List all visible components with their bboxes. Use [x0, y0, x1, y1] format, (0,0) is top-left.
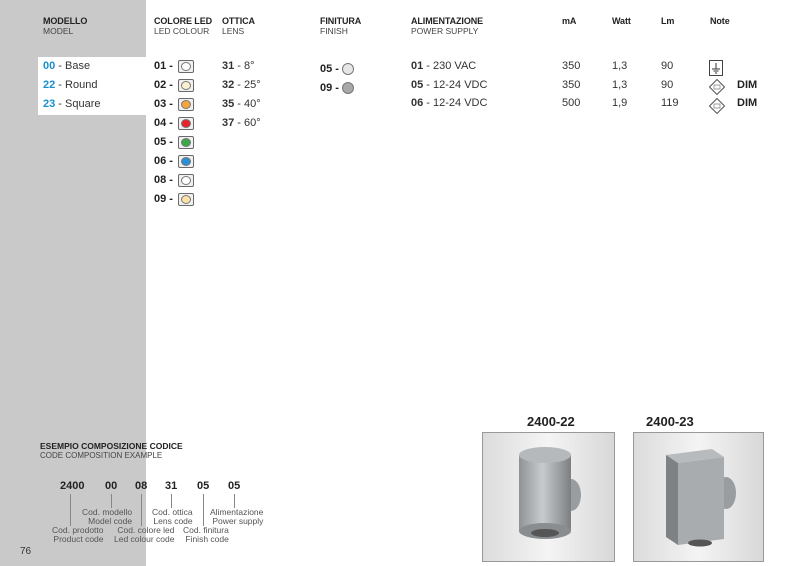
supply-code: 05: [411, 79, 424, 91]
label-it: Alimentazione: [210, 507, 264, 517]
lens-value: - 25°: [234, 79, 261, 91]
label-en: Product code: [53, 534, 104, 544]
supply-lm: 90: [661, 60, 674, 72]
finish-header-it: FINITURA: [320, 16, 362, 26]
led-colour-header: [154, 16, 212, 36]
led-colour-code: 01 -: [154, 60, 173, 72]
supply-ma: 350: [562, 60, 581, 72]
led-swatch: [178, 117, 194, 130]
product-title-square: 2400-23: [646, 414, 694, 429]
connector-line: [70, 494, 71, 526]
code-label-model: [82, 508, 132, 526]
led-swatch: [178, 98, 194, 111]
led-dot-icon: [181, 100, 191, 109]
led-swatch: [178, 136, 194, 149]
led-colour-code: 06 -: [154, 155, 173, 167]
dim-badge: DIM: [737, 97, 758, 109]
lens-code: 32: [222, 79, 235, 91]
lens-value: - 8°: [234, 60, 255, 72]
led-swatch: [178, 155, 194, 168]
product-image-round: [482, 432, 615, 562]
connector-line: [203, 494, 204, 526]
supply-ma: 350: [562, 79, 581, 91]
label-it: Cod. colore led: [117, 525, 175, 535]
model-name: - Square: [55, 98, 101, 110]
product-image-square: [633, 432, 764, 562]
supply-value: - 12-24 VDC: [423, 79, 488, 91]
supply-watt: 1,9: [612, 97, 628, 109]
earth-symbol-icon: [709, 60, 723, 81]
supply-row: [411, 60, 476, 72]
supply-value: - 230 VAC: [423, 60, 477, 72]
finish-swatch-icon: [342, 82, 354, 94]
code-label-finish: [183, 526, 229, 544]
led-colour-code: 04 -: [154, 117, 173, 129]
led-colour-header-it: COLORE LED: [154, 16, 213, 26]
finish-header-en: FINISH: [320, 26, 348, 36]
supply-value: - 12-24 VDC: [423, 97, 488, 109]
supply-watt: 1,3: [612, 79, 628, 91]
finish-swatch-icon: [342, 63, 354, 75]
supply-ma: 500: [562, 97, 581, 109]
finish-code: 09 -: [320, 82, 339, 94]
supply-header-en: POWER SUPPLY: [411, 26, 479, 36]
label-it: Cod. ottica: [152, 507, 193, 517]
model-code: 00: [43, 60, 56, 72]
code-example-title: ESEMPIO COMPOSIZIONE CODICE: [40, 441, 183, 451]
ma-header: mA: [562, 16, 577, 26]
led-dot-icon: [181, 119, 191, 128]
led-colour-code: 03 -: [154, 98, 173, 110]
connector-line: [171, 494, 172, 508]
lens-row: [222, 117, 261, 129]
led-dot-icon: [181, 176, 191, 185]
supply-code: 06: [411, 97, 424, 109]
lens-header-it: OTTICA: [222, 16, 255, 26]
code-product: 2400: [60, 480, 85, 492]
driver-diamond-icon: [709, 79, 725, 100]
supply-row: [411, 79, 487, 91]
supply-lm: 119: [661, 97, 679, 109]
supply-lm: 90: [661, 79, 674, 91]
dim-badge: DIM: [737, 79, 758, 91]
code-example-heading: [40, 441, 183, 460]
led-colour-code: 09 -: [154, 193, 173, 205]
code-label-led: [114, 526, 175, 544]
supply-code: 01: [411, 60, 424, 72]
connector-line: [141, 494, 142, 526]
code-label-product: [52, 526, 104, 544]
connector-line: [111, 494, 112, 508]
model-code: 23: [43, 98, 56, 110]
code-supply: 05: [228, 480, 241, 492]
code-model: 00: [105, 480, 118, 492]
label-it: Cod. modello: [82, 507, 133, 517]
code-label-supply: [210, 508, 263, 526]
led-dot-icon: [181, 138, 191, 147]
led-swatch: [178, 60, 194, 73]
supply-row: [411, 97, 487, 109]
lens-row: [222, 79, 261, 91]
product-title-round: 2400-22: [527, 414, 575, 429]
model-header: [43, 16, 87, 36]
lens-code: 31: [222, 60, 235, 72]
lens-code: 35: [222, 98, 235, 110]
lens-row: [222, 98, 261, 110]
model-name: - Base: [55, 60, 91, 72]
model-row: [43, 79, 97, 91]
model-row: [43, 98, 101, 110]
lens-value: - 60°: [234, 117, 261, 129]
lm-header: Lm: [661, 16, 675, 26]
supply-header-it: ALIMENTAZIONE: [411, 16, 484, 26]
supply-header: [411, 16, 483, 36]
connector-line: [234, 494, 235, 508]
label-en: Model code: [88, 516, 133, 526]
label-it: Cod. finitura: [183, 525, 229, 535]
label-en: Lens code: [153, 516, 193, 526]
lens-header-en: LENS: [222, 26, 245, 36]
finish-code: 05 -: [320, 63, 339, 75]
code-led: 08: [135, 480, 148, 492]
model-header-en: MODEL: [43, 26, 74, 36]
lens-header: [222, 16, 255, 36]
lens-code: 37: [222, 117, 235, 129]
supply-watt: 1,3: [612, 60, 628, 72]
model-row: [43, 60, 90, 72]
label-it: Cod. prodotto: [52, 525, 104, 535]
led-colour-code: 02 -: [154, 79, 173, 91]
finish-header: [320, 16, 361, 36]
led-colour-code: 08 -: [154, 174, 173, 186]
led-colour-code: 05 -: [154, 136, 173, 148]
led-colour-header-en: LED COLOUR: [154, 26, 210, 36]
code-label-lens: [152, 508, 193, 526]
lens-row: [222, 60, 255, 72]
lens-value: - 40°: [234, 98, 261, 110]
led-swatch: [178, 79, 194, 92]
model-header-it: MODELLO: [43, 16, 88, 26]
code-example-subtitle: CODE COMPOSITION EXAMPLE: [40, 451, 163, 460]
driver-diamond-icon: [709, 98, 725, 119]
led-swatch: [178, 193, 194, 206]
label-en: Led colour code: [114, 534, 175, 544]
label-en: Power supply: [212, 516, 264, 526]
note-header: Note: [710, 16, 730, 26]
page-number: 76: [20, 546, 32, 557]
led-dot-icon: [181, 62, 191, 71]
label-en: Finish code: [185, 534, 229, 544]
model-name: - Round: [55, 79, 98, 91]
led-dot-icon: [181, 81, 191, 90]
led-swatch: [178, 174, 194, 187]
code-lens: 31: [165, 480, 178, 492]
model-code: 22: [43, 79, 56, 91]
led-dot-icon: [181, 157, 191, 166]
watt-header: Watt: [612, 16, 631, 26]
code-finish: 05: [197, 480, 210, 492]
led-dot-icon: [181, 195, 191, 204]
